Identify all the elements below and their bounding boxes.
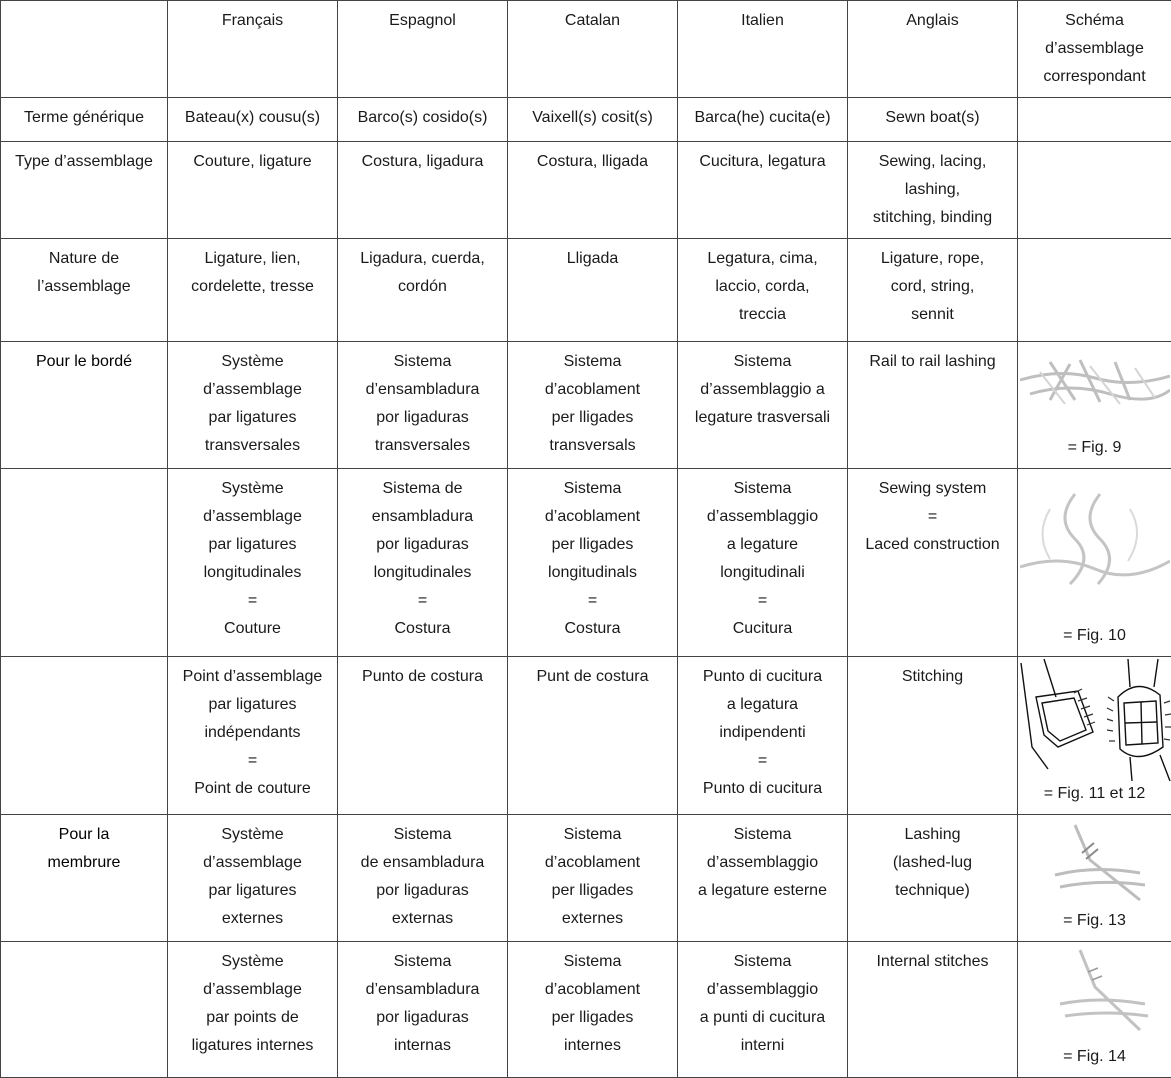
cell-spanish: Costura, ligadura	[338, 142, 508, 239]
internal-stitches-sketch-icon	[1020, 942, 1170, 1042]
cell-spanish: Sistema d’ensambladura por ligaduras internas	[338, 942, 508, 1078]
table-row	[1, 815, 1171, 942]
cell-italian: Sistema d’assemblaggio a legature trasversali	[678, 342, 848, 469]
row-label: Terme générique	[1, 98, 168, 142]
row-label	[1, 942, 168, 1078]
cell-figure	[1018, 142, 1171, 239]
cell-english: Lashing (lashed-lug technique)	[848, 815, 1018, 942]
cell-french: Bateau(x) cousu(s)	[168, 98, 338, 142]
cell-spanish: Sistema d’ensambladura por ligaduras transversales	[338, 342, 508, 469]
cell-figure	[1018, 98, 1171, 142]
table-row	[1, 657, 1171, 815]
lashed-lug-sketch-icon	[1020, 815, 1170, 910]
cell-italian: Barca(he) cucita(e)	[678, 98, 848, 142]
rail-lashing-sketch-icon	[1020, 342, 1170, 412]
cell-catalan: Punt de costura	[508, 657, 678, 815]
row-label: Pour le bordé	[1, 342, 168, 469]
cell-spanish: Punto de costura	[338, 657, 508, 815]
figure-caption: = Fig. 13	[1018, 907, 1171, 935]
row-label: Type d’assemblage	[1, 142, 168, 239]
cell-italian: Cucitura, legatura	[678, 142, 848, 239]
table-row	[1, 342, 1171, 469]
header-french: Français	[168, 1, 338, 98]
cell-figure	[1018, 469, 1171, 657]
cell-italian: Legatura, cima, laccio, corda, treccia	[678, 239, 848, 342]
cell-french: Système d’assemblage par ligatures externes	[168, 815, 338, 942]
cell-italian: Sistema d’assemblaggio a legature esterne	[678, 815, 848, 942]
table-row	[1, 98, 1171, 142]
table-row	[1, 239, 1171, 342]
cell-french: Système d’assemblage par ligatures transversales	[168, 342, 338, 469]
cell-english: Rail to rail lashing	[848, 342, 1018, 469]
cell-figure	[1018, 942, 1171, 1078]
cell-french: Couture, ligature	[168, 142, 338, 239]
cell-english: Stitching	[848, 657, 1018, 815]
cell-italian: Sistema d’assemblaggio a punti di cucitura interni	[678, 942, 848, 1078]
cell-catalan: Sistema d’acoblament per lligades transversals	[508, 342, 678, 469]
row-label	[1, 469, 168, 657]
cell-english: Ligature, rope, cord, string, sennit	[848, 239, 1018, 342]
table-row	[1, 142, 1171, 239]
row-label: Nature de l’assemblage	[1, 239, 168, 342]
laced-construction-sketch-icon	[1020, 489, 1170, 589]
header-catalan: Catalan	[508, 1, 678, 98]
cell-catalan: Lligada	[508, 239, 678, 342]
figure-caption: = Fig. 9	[1018, 434, 1171, 462]
row-label	[1, 657, 168, 815]
cell-catalan: Sistema d’acoblament per lligades externes	[508, 815, 678, 942]
header-row	[1, 1, 1171, 98]
figure-caption: = Fig. 10	[1018, 622, 1171, 650]
header-schema: Schéma d’assemblage correspondant	[1018, 1, 1171, 98]
cell-italian: Punto di cucitura a legatura indipendenti = Punto di cucitura	[678, 657, 848, 815]
cell-english: Sewn boat(s)	[848, 98, 1018, 142]
stitching-sketch-icon	[1018, 657, 1171, 782]
cell-english: Sewing system = Laced construction	[848, 469, 1018, 657]
cell-catalan: Vaixell(s) cosit(s)	[508, 98, 678, 142]
table-row	[1, 942, 1171, 1078]
table-row	[1, 469, 1171, 657]
cell-catalan: Costura, lligada	[508, 142, 678, 239]
cell-french: Système d’assemblage par ligatures longitudinales = Couture	[168, 469, 338, 657]
cell-catalan: Sistema d’acoblament per lligades longitudinals = Costura	[508, 469, 678, 657]
figure-caption: = Fig. 14	[1018, 1043, 1171, 1071]
cell-catalan: Sistema d’acoblament per lligades internes	[508, 942, 678, 1078]
figure-caption: = Fig. 11 et 12	[1018, 780, 1171, 808]
header-english: Anglais	[848, 1, 1018, 98]
cell-figure	[1018, 657, 1171, 815]
header-spanish: Espagnol	[338, 1, 508, 98]
cell-italian: Sistema d’assemblaggio a legature longitudinali = Cucitura	[678, 469, 848, 657]
cell-spanish: Ligadura, cuerda, cordón	[338, 239, 508, 342]
cell-spanish: Sistema de ensambladura por ligaduras longitudinales = Costura	[338, 469, 508, 657]
cell-spanish: Barco(s) cosido(s)	[338, 98, 508, 142]
cell-french: Point d’assemblage par ligatures indépendants = Point de couture	[168, 657, 338, 815]
cell-figure	[1018, 815, 1171, 942]
header-italian: Italien	[678, 1, 848, 98]
cell-french: Système d’assemblage par points de ligatures internes	[168, 942, 338, 1078]
cell-english: Internal stitches	[848, 942, 1018, 1078]
header-empty	[1, 1, 168, 98]
cell-figure	[1018, 342, 1171, 469]
cell-french: Ligature, lien, cordelette, tresse	[168, 239, 338, 342]
cell-english: Sewing, lacing, lashing, stitching, binding	[848, 142, 1018, 239]
row-label: Pour la membrure	[1, 815, 168, 942]
cell-spanish: Sistema de ensambladura por ligaduras externas	[338, 815, 508, 942]
cell-figure	[1018, 239, 1171, 342]
